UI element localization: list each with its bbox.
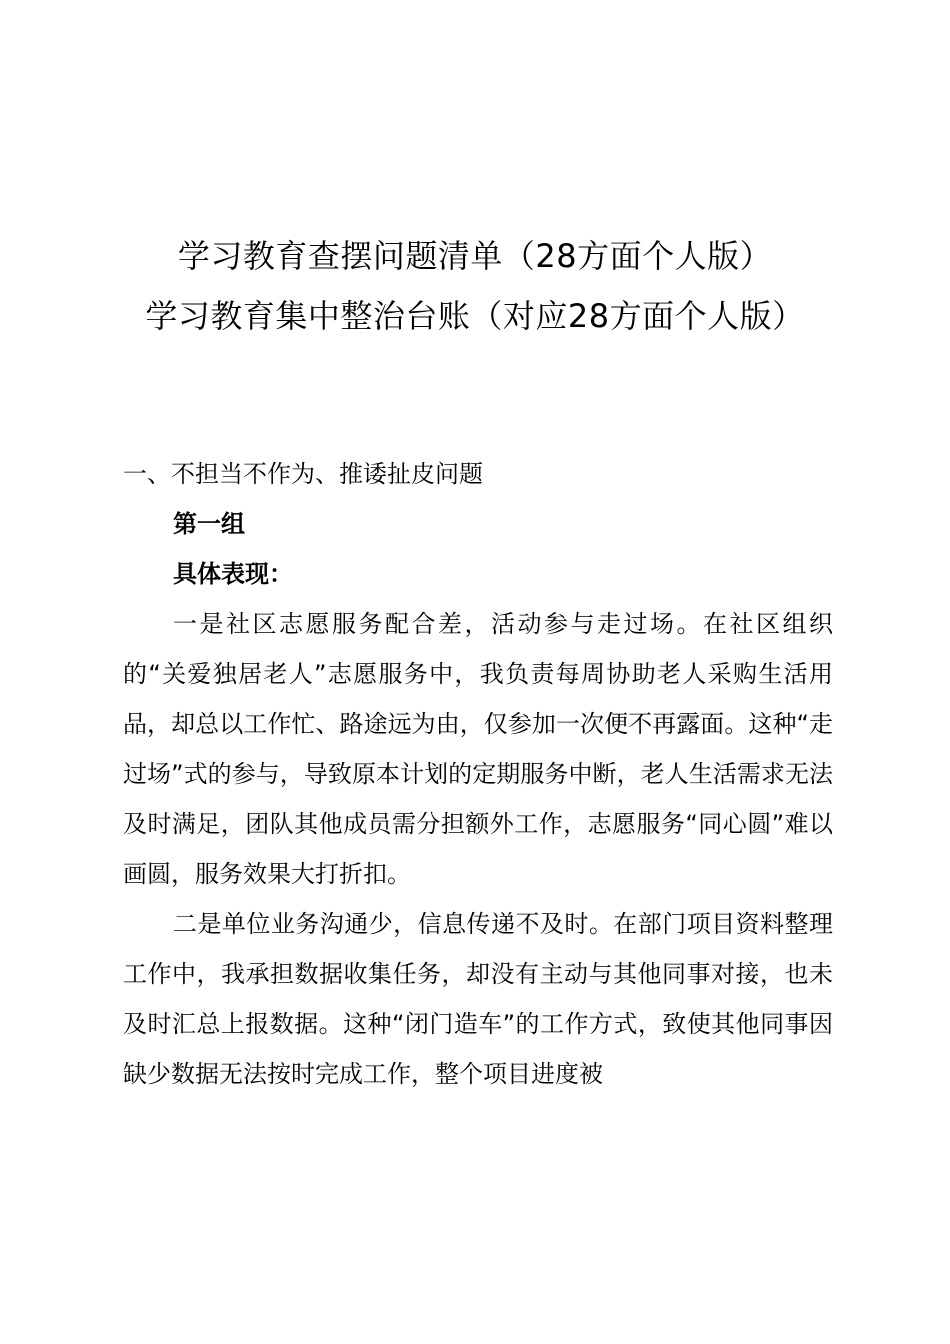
document-title xyxy=(0,226,950,346)
document-body xyxy=(123,449,833,1099)
section-heading: 一、不担当不作为、推诿扯皮问题 xyxy=(123,460,483,488)
paragraph-1: 一是社区志愿服务配合差，活动参与走过场。在社区组织的“关爱独居老人”志愿服务中，我负责每周协助老人采购生活用品，却总以工作忙、路途远为由，仅参加一次便不再露面。这种“走过场”式的参与，导致原本计划的定期服务中断，老人生活需求无法及时满足，团队其他成员需分担额外工作，志愿服务“同心圆”难以画圆，服务效果大打折扣。 xyxy=(123,610,833,888)
title-line-1: 学习教育查摆问题清单（28方面个人版） xyxy=(177,237,773,275)
subsection-label: 具体表现： xyxy=(173,560,293,588)
title-line-2: 学习教育集中整治台账（对应28方面个人版） xyxy=(145,297,805,335)
paragraph-2: 二是单位业务沟通少，信息传递不及时。在部门项目资料整理工作中，我承担数据收集任务，却没有主动与其他同事对接，也未及时汇总上报数据。这种“闭门造车”的工作方式，致使其他同事因缺少数据无法按时完成工作，整个项目进度被 xyxy=(123,910,833,1088)
group-label: 第一组 xyxy=(173,510,245,538)
